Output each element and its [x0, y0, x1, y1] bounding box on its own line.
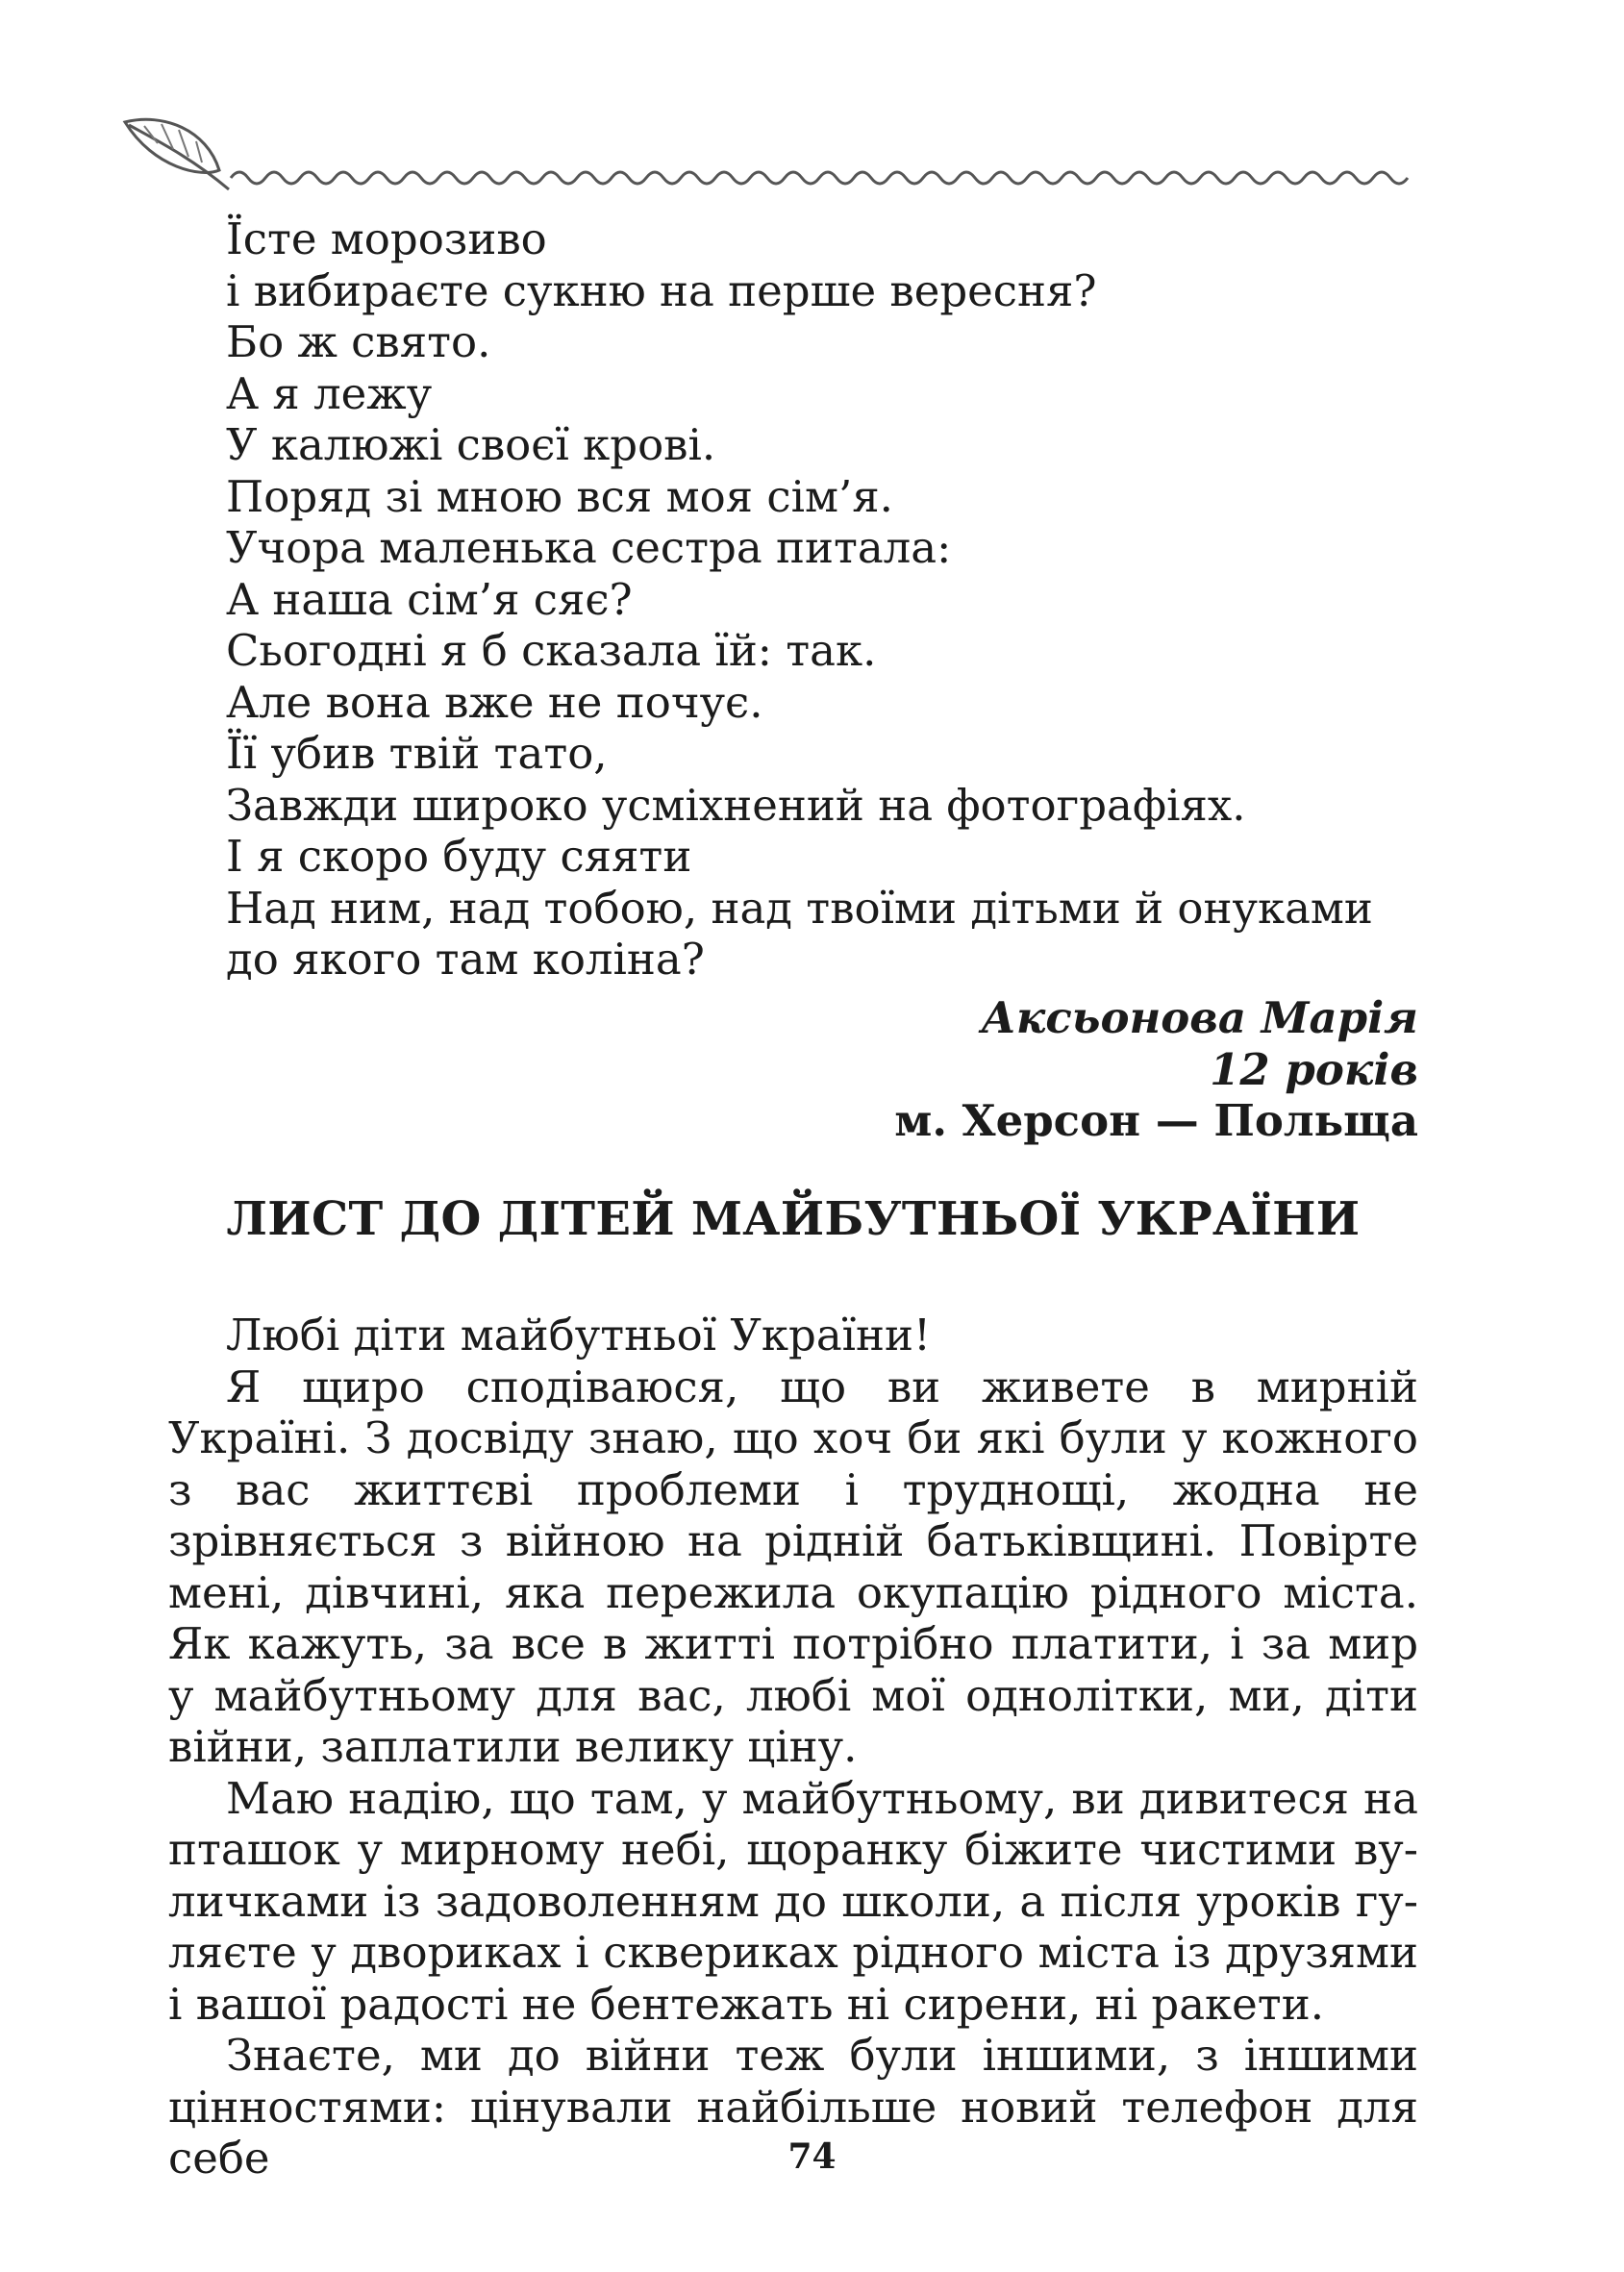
poem-line: Її убив твій тато,: [226, 728, 608, 779]
author-place: м. Херсон — Польща: [894, 1095, 1418, 1146]
letter-title: ЛИСТ ДО ДІТЕЙ МАЙБУТНЬОЇ УКРАЇНИ: [226, 1192, 1361, 1246]
poem-line: Але вона вже не почує.: [226, 676, 763, 728]
poem-line: А я лежу: [226, 367, 433, 419]
poem-line: і вибираєте сукню на перше вересня?: [226, 264, 1097, 316]
letter-paragraph: Маю надію, що там, у майбутньому, ви дивитеся на пташок у мирному небі, щоранку біжите чистими вуличками із задоволенням до школи, а після уроків гуляєте у двориках і сквериках рідного міста із друзями і вашої радості не бентежать ні сирени, ні ракети.: [168, 1772, 1418, 2030]
page-number: 74: [787, 2136, 837, 2177]
poem: [226, 213, 1418, 986]
poem-line: до якого там коліна?: [226, 934, 705, 985]
feather-wave-ornament: [115, 101, 1433, 207]
poem-line: Поряд зі мною вся моя сім’я.: [226, 470, 893, 522]
poem-line: Сьогодні я б сказала їй: так.: [226, 625, 877, 676]
author-signature: [894, 992, 1418, 1147]
letter-greeting: Любі діти майбутньої України!: [226, 1310, 932, 1361]
poem-line: І я скоро буду сяяти: [226, 831, 692, 882]
feather-icon: [125, 119, 229, 189]
wavy-rule: [231, 172, 1408, 184]
poem-line: А наша сім’я сяє?: [226, 573, 633, 625]
letter-body: [168, 1310, 1418, 2185]
author-age: 12 років: [1210, 1043, 1418, 1095]
poem-line: Бо ж свято.: [226, 316, 491, 367]
poem-line: Їсте морозиво: [226, 213, 547, 264]
poem-line: Завжди широко усміхнений на фотографіях.: [226, 779, 1246, 831]
author-name: Аксьонова Марія: [981, 992, 1418, 1043]
poem-line: Учора маленька сестра питала:: [226, 522, 952, 573]
letter-paragraph: Знаєте, ми до війни теж були іншими, з іншими цінностями: цінували найбільше новий телефон для себе: [168, 2030, 1418, 2184]
poem-line: Над ним, над тобою, над твоїми дітьми й онуками: [226, 882, 1373, 934]
poem-line: У калюжі своєї крові.: [226, 419, 716, 470]
letter-paragraph: Я щиро сподіваюся, що ви живете в мирній Україні. З досвіду знаю, що хоч би які були у кожного з вас життєві проблеми і труднощі, жодна не зрівняється з війною на рідній батьківщині. Повірте мені, дівчині, яка пережила окупацію рідного міста. Як кажуть, за все в житті потрібно платити, і за мир у майбутньому для вас, любі мої однолітки, ми, діти війни, заплатили велику ціну.: [168, 1361, 1418, 1772]
